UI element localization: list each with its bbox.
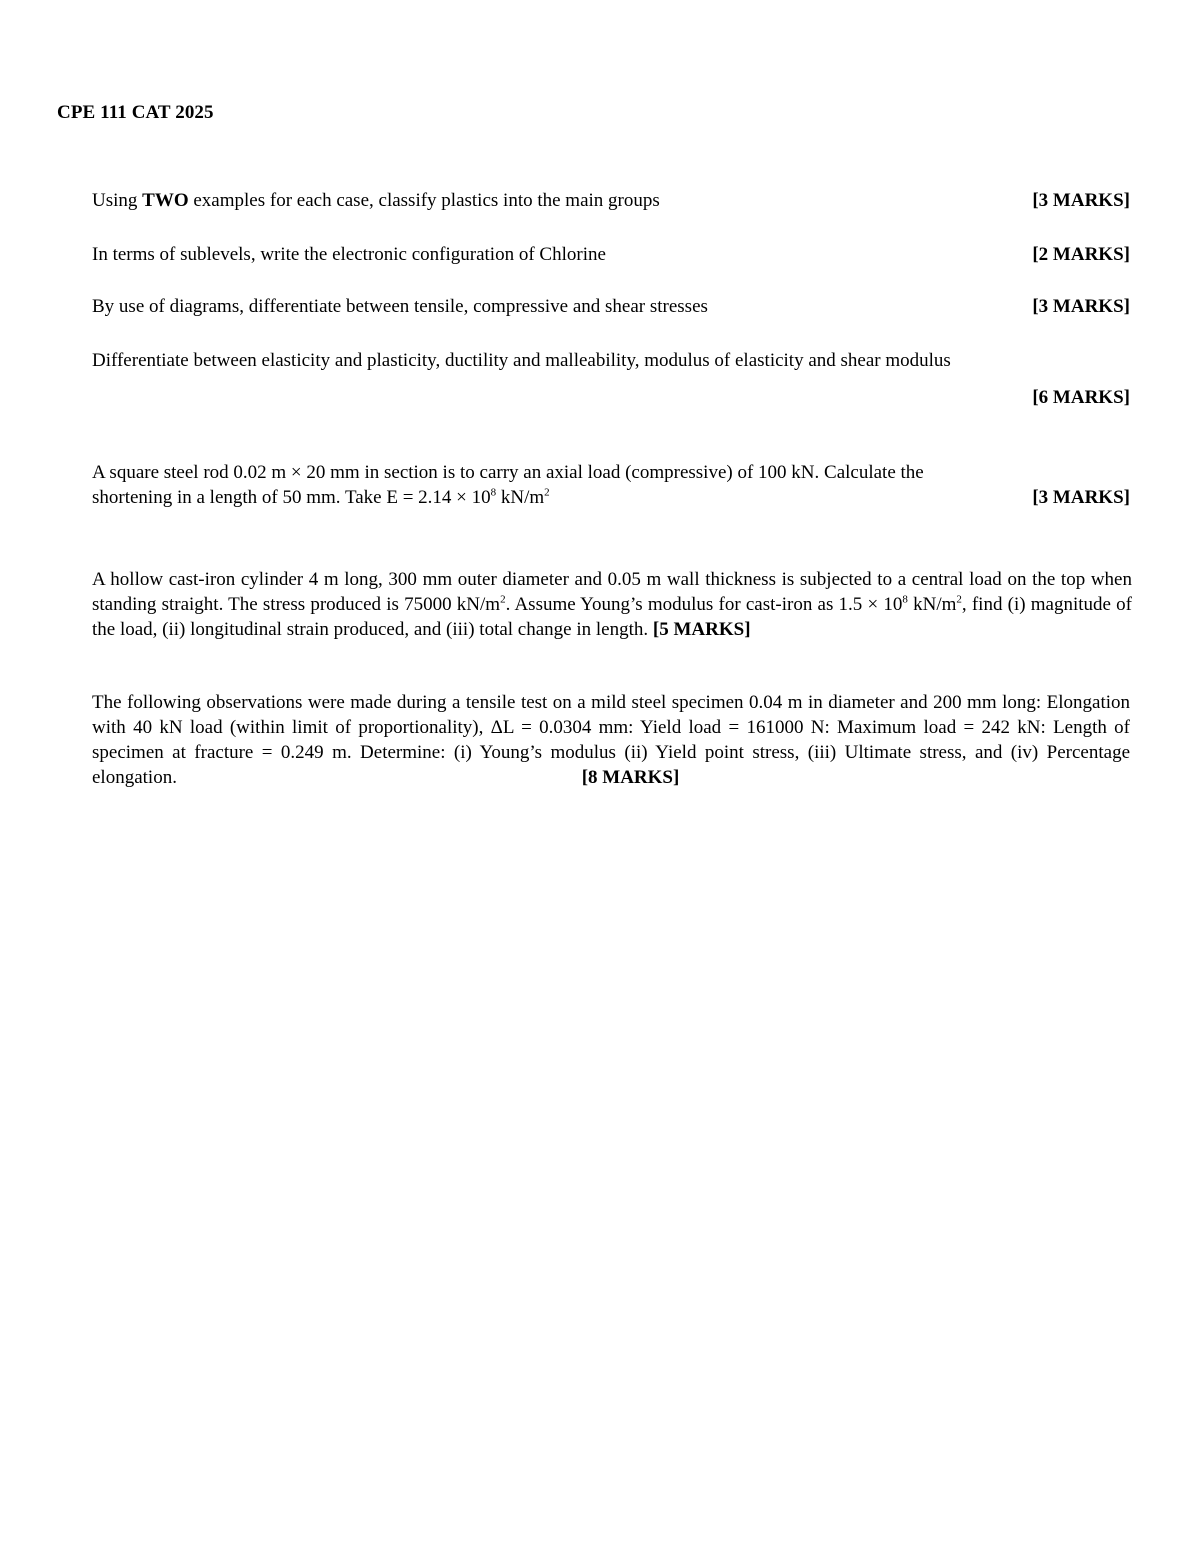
question-2 [92, 242, 1130, 267]
question-7-marks: [8 MARKS] [581, 767, 680, 788]
question-2-marks: [2 MARKS] [1032, 244, 1130, 265]
page-title: CPE 111 CAT 2025 [57, 102, 214, 123]
question-6-marks: [5 MARKS] [652, 619, 751, 640]
question-6-text: A hollow cast-iron cylinder 4 m long, 300 mm outer diameter and 0.05 m wall thickness is subjected to a central load on the top when standing straight. The stress produced is 75000 $kN/m^2$. Assume Young’s modulus for cast-iron as $1.5 \times 10^8$ $kN/m^2$, find (i) magnitude of the load, (ii) longitudinal strain produced, and (iii) total change in length. [92, 569, 1132, 640]
question-1-marks: [3 MARKS] [1032, 190, 1130, 211]
question-7-text: The following observations were made during a tensile test on a mild steel specimen 0.04 m in diameter and 200 mm long: Elongation with 40 kN load (within limit of proportionality), ΔL = 0.0304 mm: Yield load = 161000 N: Maximum load = 242 kN: Length of specimen at fracture = 0.249 m. Determine: (i) Young’s modulus (ii) Yield point stress, (iii) Ultimate stress, and (iv) Percentage elongation. [92, 692, 1130, 788]
question-3 [92, 294, 1130, 319]
question-3-text: By use of diagrams, differentiate between tensile, compressive and shear stresses [92, 296, 708, 317]
question-5-line2: shortening in a length of 50 mm. Take $E = 2.14 \times 10^8$ $kN/m^2$ [92, 486, 550, 508]
question-7 [92, 690, 1130, 790]
question-6 [92, 567, 1132, 642]
question-4-text: Differentiate between elasticity and plasticity, ductility and malleability, modulus of elasticity and shear modulus [92, 350, 951, 371]
question-4 [92, 348, 1130, 410]
question-5-line1: A square steel rod 0.02 m × 20 mm in section is to carry an axial load (compressive) of 100 kN. Calculate the [92, 462, 924, 483]
question-4-marks: [6 MARKS] [1032, 387, 1130, 408]
question-3-marks: [3 MARKS] [1032, 296, 1130, 317]
question-5-marks: [3 MARKS] [1032, 487, 1130, 508]
question-1-text: Using TWO examples for each case, classify plastics into the main groups [92, 190, 660, 211]
question-1 [92, 188, 1130, 213]
question-2-text: In terms of sublevels, write the electronic configuration of Chlorine [92, 244, 606, 265]
question-5 [92, 460, 1130, 510]
